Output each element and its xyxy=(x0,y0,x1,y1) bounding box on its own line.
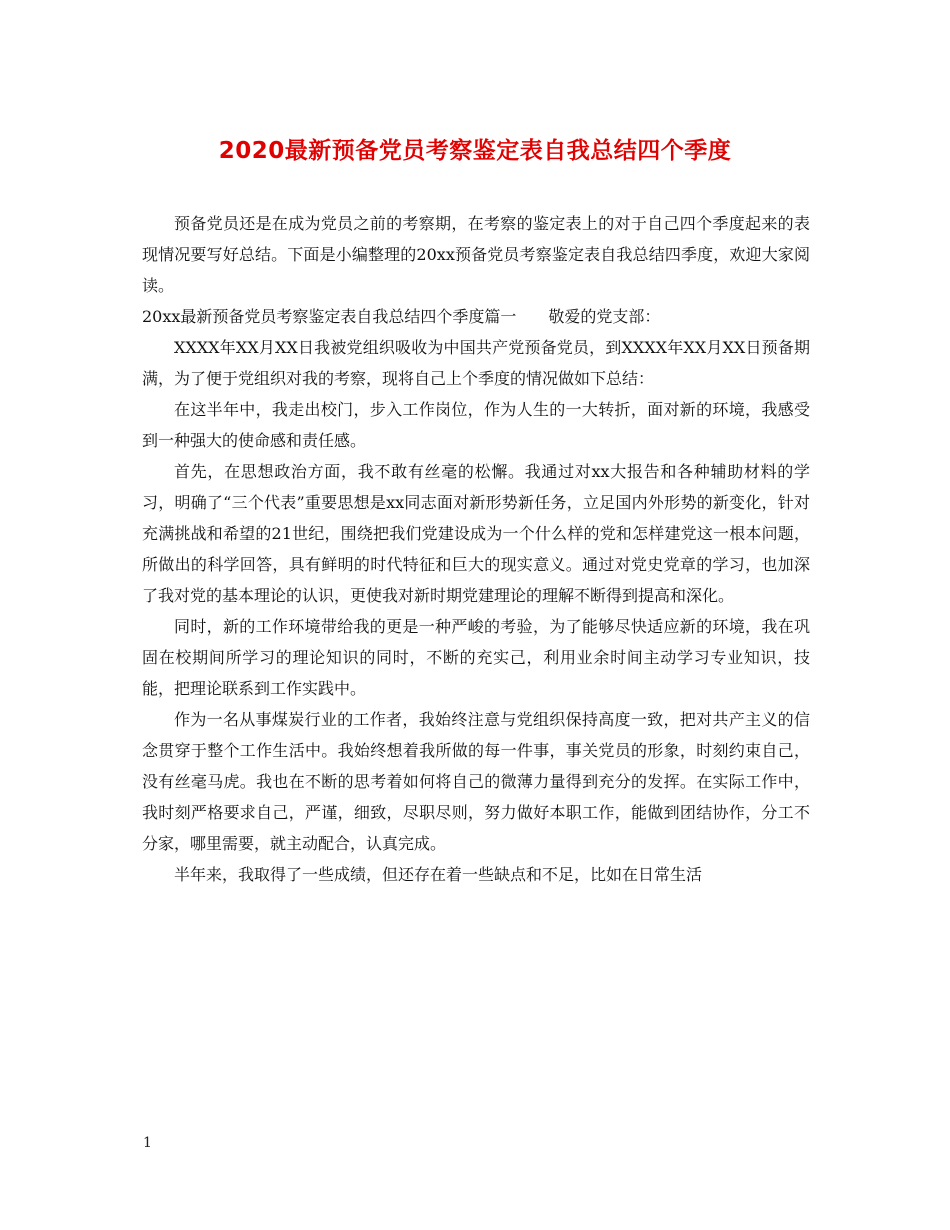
paragraph: 首先，在思想政治方面，我不敢有丝毫的松懈。我通过对xx大报告和各种辅助材料的学习，明确了“三个代表”重要思想是xx同志面对新形势新任务，立足国内外形势的新变化，针对充满挑战和希望的21世纪，围绕把我们党建设成为一个什么样的党和怎样建党这一根本问题，所做出的科学回答，具有鲜明的时代特征和巨大的现实意义。通过对党史党章的学习，也加深了我对党的基本理论的认识，更使我对新时期党建理论的理解不断得到提高和深化。 xyxy=(142,462,810,605)
document-title: 2020最新预备党员考察鉴定表自我总结四个季度 xyxy=(218,138,732,164)
paragraph: 在这半年中，我走出校门，步入工作岗位，作为人生的一大转折，面对新的环境，我感受到一种强大的使命感和责任感。 xyxy=(142,400,810,450)
paragraph: 作为一名从事煤炭行业的工作者，我始终注意与党组织保持高度一致，把对共产主义的信念贯穿于整个工作生活中。我始终想着我所做的每一件事，事关党员的形象，时刻约束自己，没有丝毫马虎。我也在不断的思考着如何将自己的微薄力量得到充分的发挥。在实际工作中，我时刻严格要求自己，严谨，细致，尽职尽则，努力做好本职工作，能做到团结协作，分工不分家，哪里需要，就主动配合，认真完成。 xyxy=(142,710,810,853)
paragraph: 半年来，我取得了一些成绩，但还存在着一些缺点和不足，比如在日常生活 xyxy=(174,865,703,884)
paragraph-intro: 预备党员还是在成为党员之前的考察期，在考察的鉴定表上的对于自己四个季度起来的表现情况要写好总结。下面是小编整理的20xx预备党员考察鉴定表自我总结四季度，欢迎大家阅读。 xyxy=(142,214,810,295)
page-number: 1 xyxy=(143,1135,152,1151)
document-body xyxy=(142,208,810,890)
paragraph: 同时，新的工作环境带给我的更是一种严峻的考验，为了能够尽快适应新的环境，我在巩固在校期间所学习的理论知识的同时，不断的充实己，利用业余时间主动学习专业知识，技能，把理论联系到工作实践中。 xyxy=(142,617,810,698)
paragraph-heading-salutation: 20xx最新预备党员考察鉴定表自我总结四个季度篇一 敬爱的党支部： xyxy=(142,307,661,326)
paragraph: XXXX年XX月XX日我被党组织吸收为中国共产党预备党员，到XXXX年XX月XX日预备期满，为了便于党组织对我的考察，现将自己上个季度的情况做如下总结： xyxy=(142,338,810,388)
